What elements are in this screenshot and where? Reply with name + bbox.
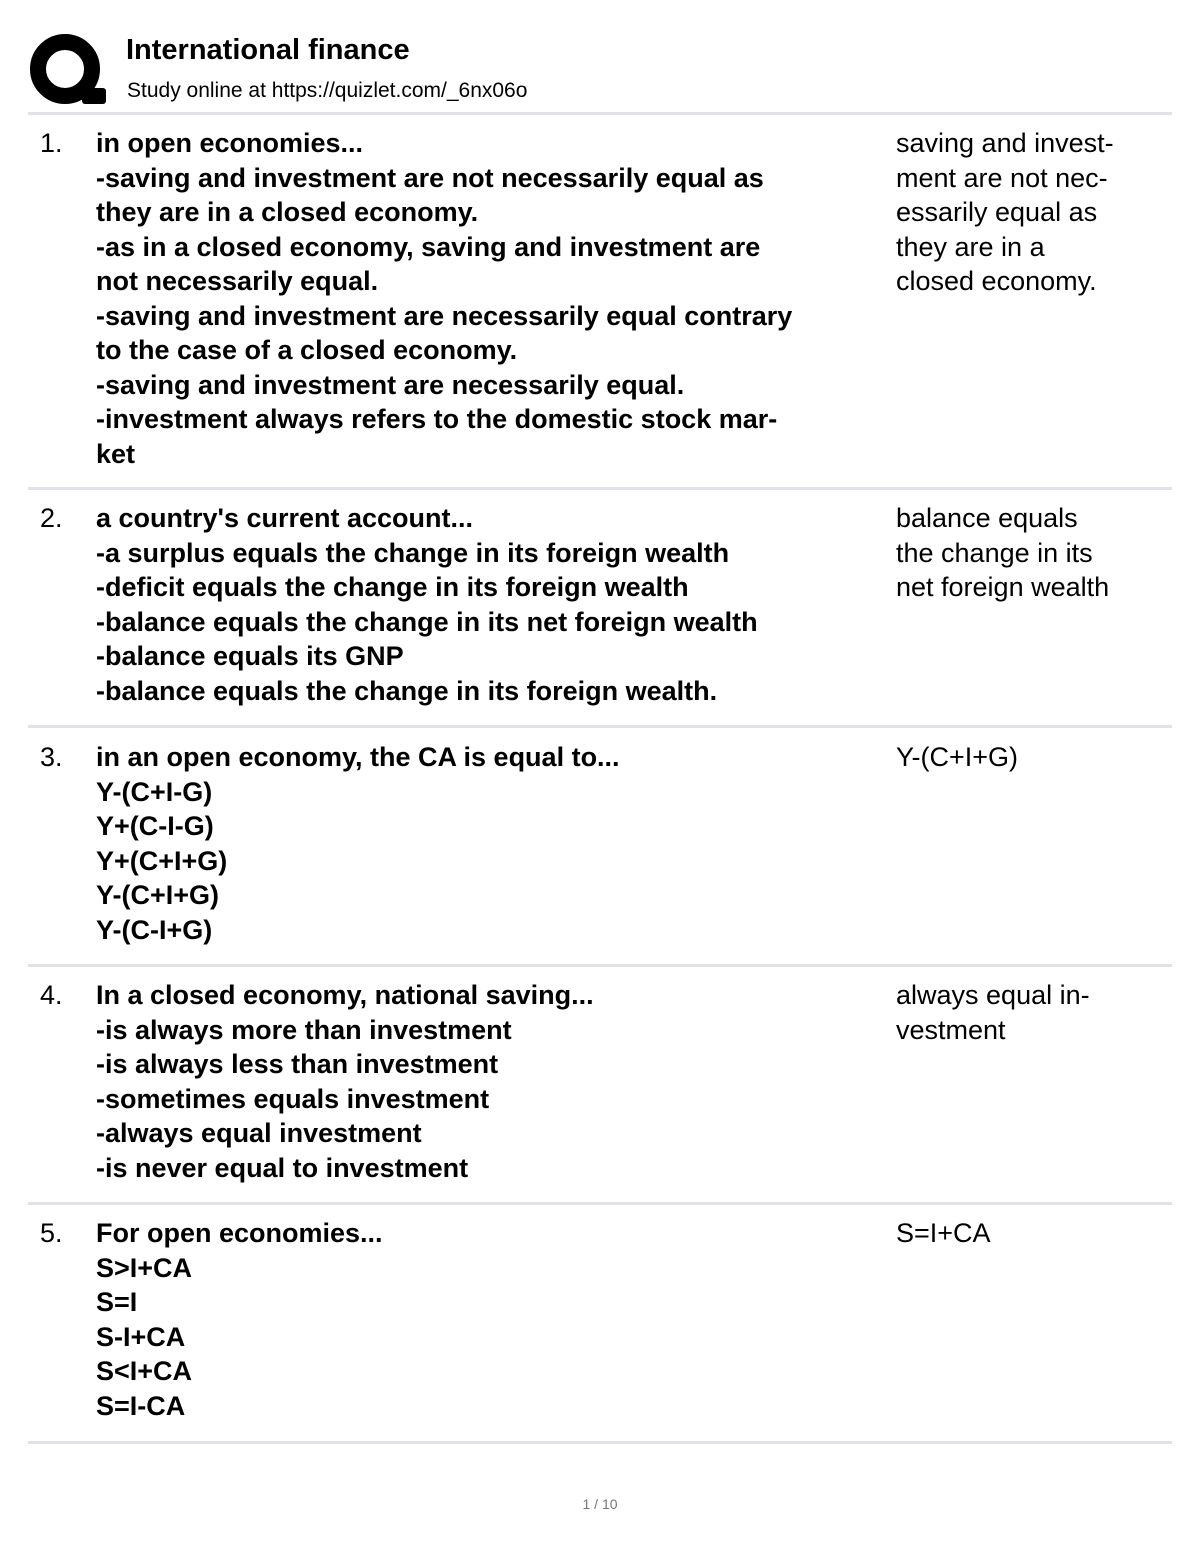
definition-line: the change in its [896,537,1093,568]
definition-line: closed economy. [896,266,1097,296]
card-definition [896,1216,1166,1251]
term-line: in an open economy, the CA is equal to... [96,742,620,772]
definition-line: saving and invest- [896,128,1114,158]
card-term [96,740,888,947]
card-number: 5. [40,1218,63,1248]
quizlet-logo-icon [28,32,106,110]
card-number: 2. [40,503,63,533]
term-line: -saving and investment are not necessarily equal as [96,162,764,193]
study-link[interactable]: Study online at https://quizlet.com/_6nx06o [127,79,528,102]
term-line: S-I+CA [96,1321,186,1352]
term-line: S>I+CA [96,1252,193,1283]
term-line: Y-(C-I+G) [96,914,213,945]
term-line: -sometimes equals investment [96,1083,490,1114]
term-line: -a surplus equals the change in its foreign wealth [96,537,730,568]
definition-line: vestment [896,1014,1006,1045]
page-indicator: 1 / 10 [582,1496,618,1512]
term-line: in open economies... [96,128,364,158]
definition-line: balance equals [896,503,1078,533]
term-line: -balance equals its GNP [96,641,404,671]
definition-line: essarily equal as [896,197,1098,227]
term-line: a country's current account... [96,503,474,533]
term-line: S<I+CA [96,1356,193,1386]
card-term [96,126,888,471]
term-line: Y-(C+I+G) [96,880,220,910]
term-line: S=I-CA [96,1390,186,1421]
divider [28,964,1172,967]
term-line: -investment always refers to the domestic stock mar- [96,404,778,434]
term-line: Y+(C-I-G) [96,811,214,841]
card-term [96,1216,888,1423]
term-line: not necessarily equal. [96,266,379,296]
definition-line: S=I+CA [896,1218,991,1248]
set-title: International finance [126,34,410,66]
card-definition [896,501,1166,605]
divider [28,725,1172,728]
term-line: -as in a closed economy, saving and investment are [96,231,761,262]
card-number: 3. [40,742,63,772]
term-line: -saving and investment are necessarily equal. [96,369,685,400]
term-line: they are in a closed economy. [96,197,479,227]
term-line: -is never equal to investment [96,1152,469,1183]
definition-line: ment are not nec- [896,162,1108,193]
term-line: Y-(C+I-G) [96,776,213,807]
definition-line: they are in a [896,231,1045,262]
page-header [28,28,1172,114]
term-line: -saving and investment are necessarily equal contrary [96,300,793,331]
card-definition [896,978,1166,1047]
card-number: 1. [40,128,63,158]
term-line: ket [96,438,136,469]
term-line: For open economies... [96,1218,383,1248]
divider [28,112,1172,115]
term-line: -always equal investment [96,1118,422,1148]
divider [28,1441,1172,1444]
card-term [96,978,888,1185]
term-line: In a closed economy, national saving... [96,980,594,1010]
term-line: -is always less than investment [96,1049,499,1079]
card-number: 4. [40,980,63,1010]
card-term [96,501,888,708]
term-line: -is always more than investment [96,1014,512,1045]
definition-line: Y-(C+I+G) [896,742,1019,772]
term-line: to the case of a closed economy. [96,335,518,365]
term-line: Y+(C+I+G) [96,845,228,876]
term-line: -deficit equals the change in its foreign wealth [96,572,689,602]
definition-line: net foreign wealth [896,572,1110,602]
term-line: S=I [96,1287,138,1317]
definition-line: always equal in- [896,980,1090,1010]
divider [28,487,1172,490]
card-definition [896,740,1166,775]
term-line: -balance equals the change in its foreign wealth. [96,675,718,706]
term-line: -balance equals the change in its net foreign wealth [96,606,758,637]
divider [28,1202,1172,1205]
card-definition [896,126,1166,299]
